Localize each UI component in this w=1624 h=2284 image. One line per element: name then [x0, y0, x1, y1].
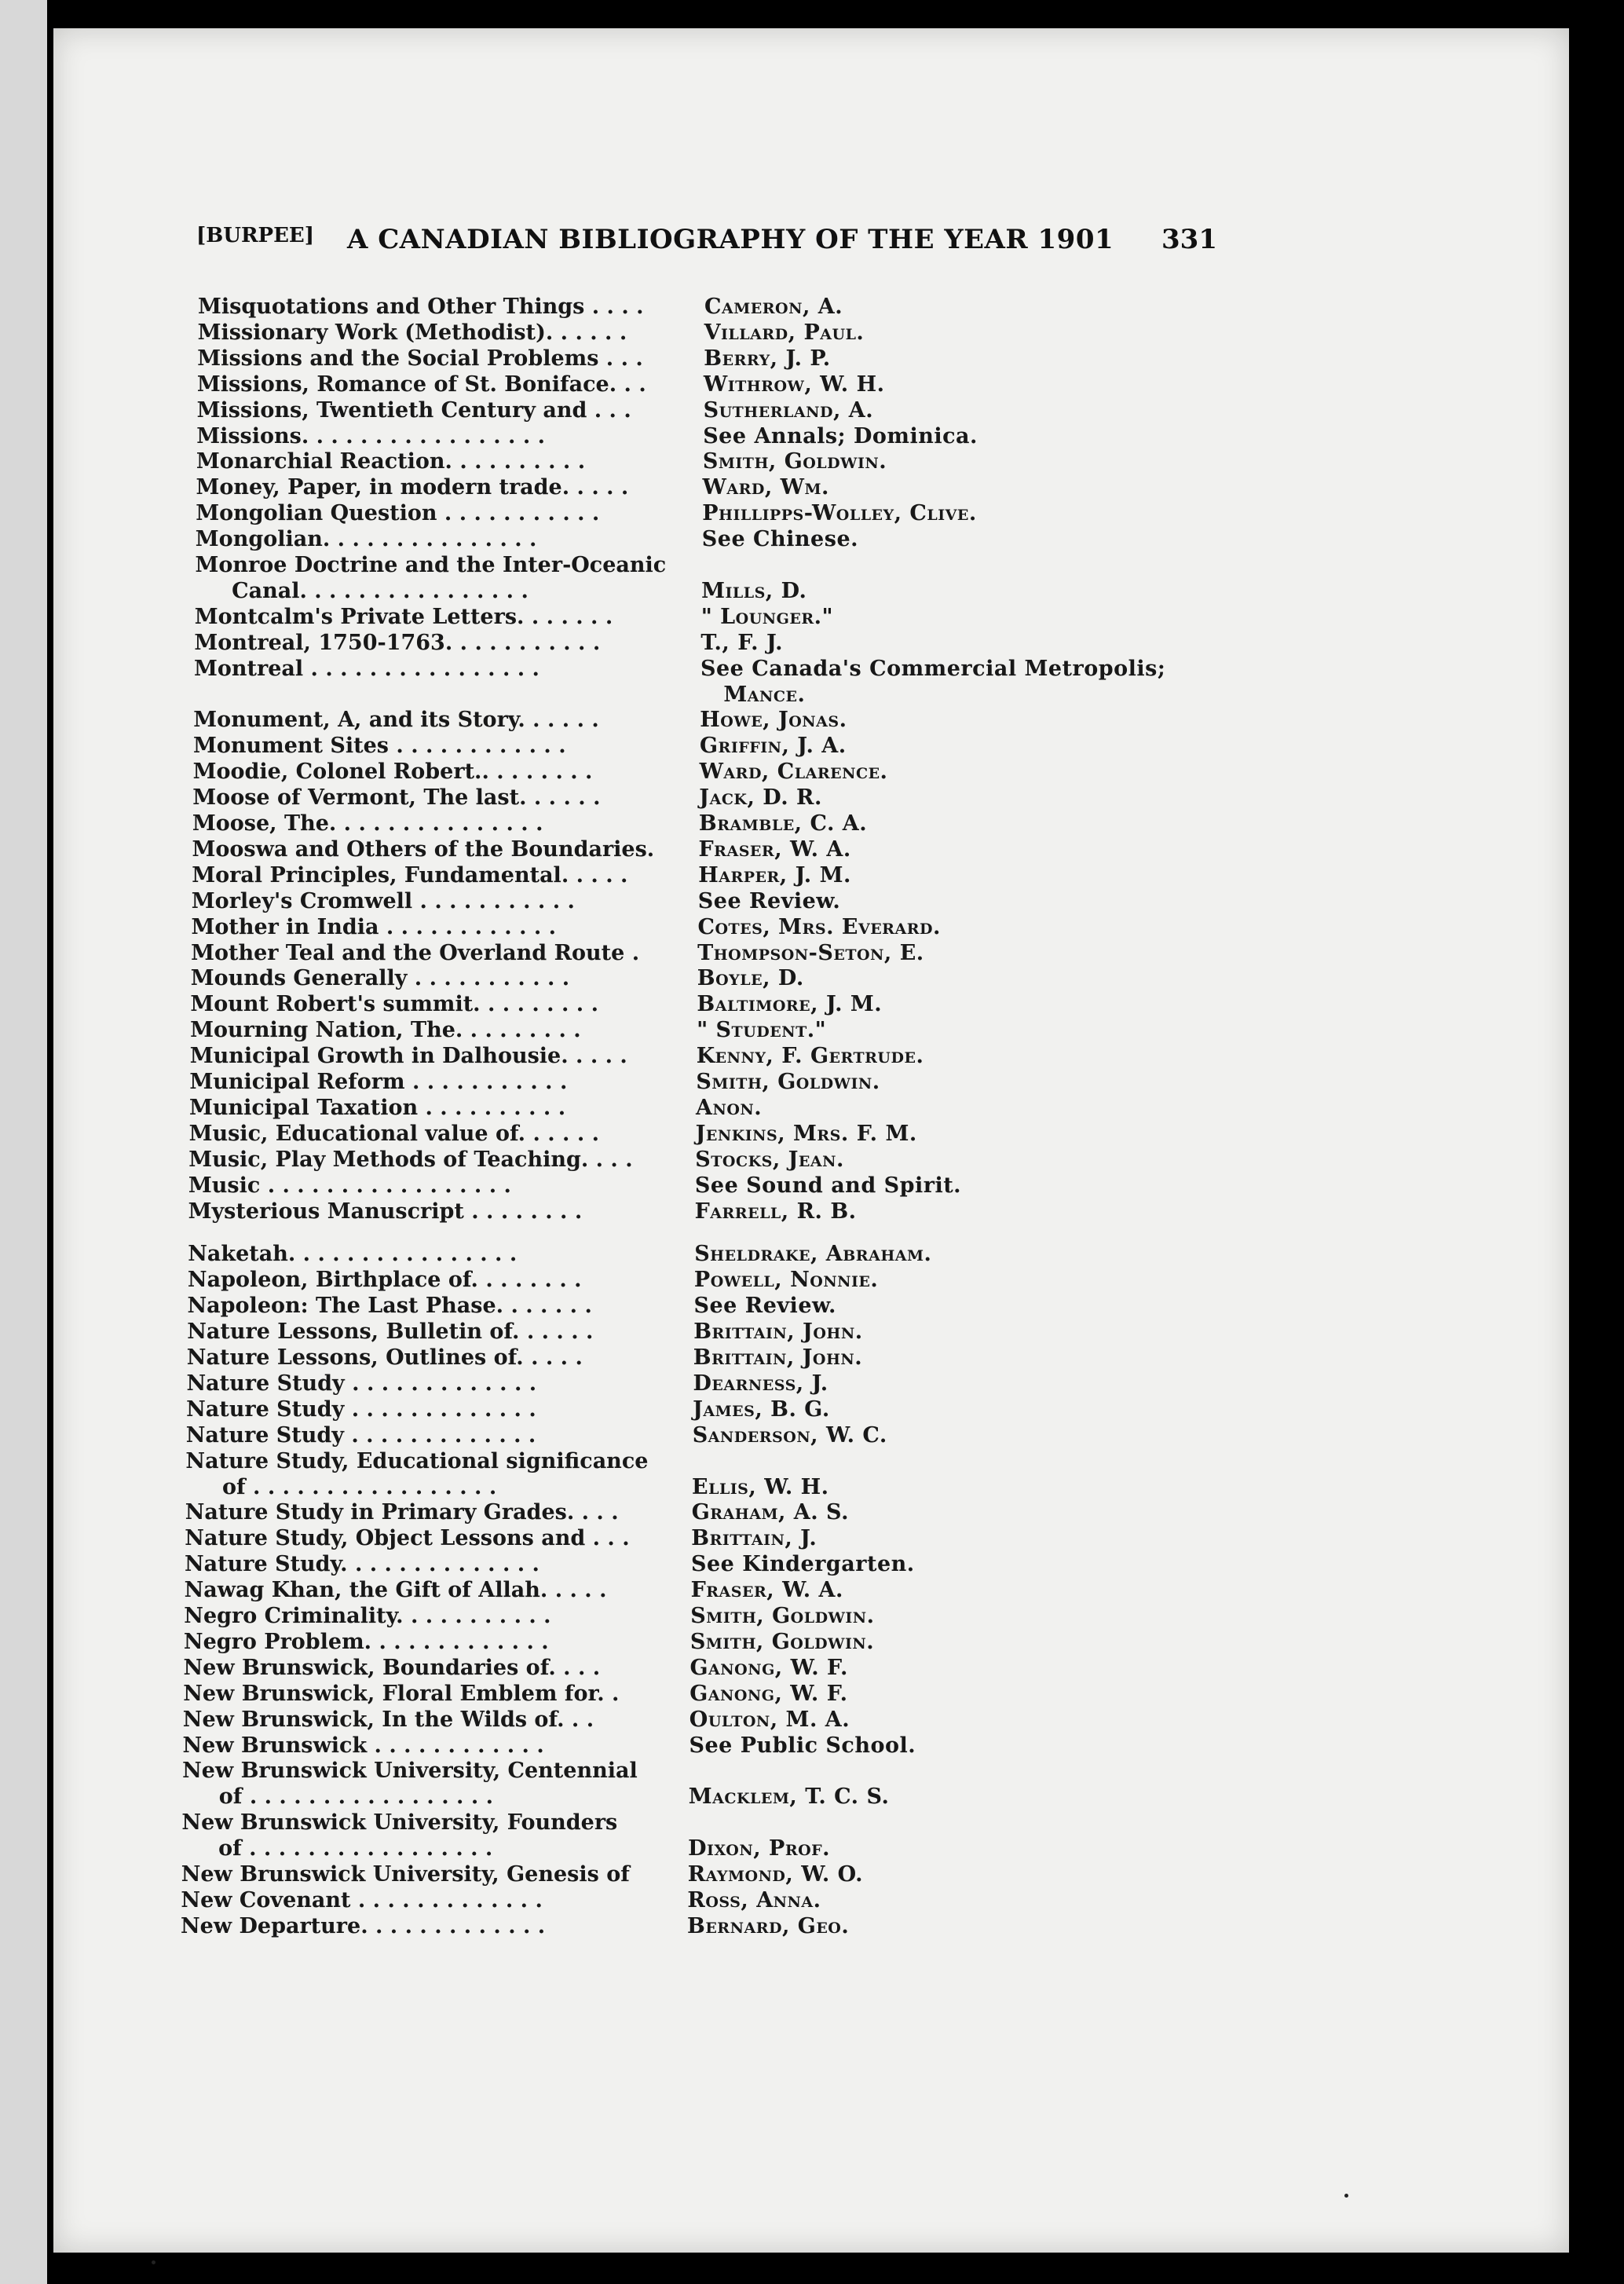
entry-subject: of . . . . . . . . . . . . . . . . . [181, 1784, 494, 1810]
entry-subject: Nawag Khan, the Gift of Allah. . . . . [184, 1578, 607, 1603]
entry-author: Sheldrake, Abraham. [694, 1242, 932, 1267]
entry-author: Withrow, W. H. [703, 372, 885, 397]
entry-author: See Kindergarten. [691, 1552, 915, 1577]
entry-author: Bernard, Geo. [687, 1913, 850, 1938]
entry-author: Thompson-Seton, E. [697, 940, 924, 965]
entry-subject: Municipal Reform . . . . . . . . . . . [189, 1070, 568, 1094]
page-number: 331 [1161, 224, 1217, 255]
entry-author: Cameron, A. [704, 295, 843, 319]
entry-subject: Music, Play Methods of Teaching. . . . [188, 1147, 633, 1172]
entry-subject: Misquotations and Other Things . . . . [198, 295, 644, 319]
entry-author: Farrell, R. B. [694, 1199, 857, 1224]
entry-author: Howe, Jonas. [700, 708, 847, 733]
facing-page-edge [0, 0, 47, 2284]
entry-subject: Nature Study . . . . . . . . . . . . . [186, 1396, 536, 1422]
entry-author: " Student." [697, 1018, 827, 1043]
entry-author: Dearness, J. [693, 1371, 828, 1396]
entry-subject: New Brunswick University, Centennial [182, 1759, 638, 1784]
entry-author: Villard, Paul. [704, 320, 865, 345]
entry-subject: Municipal Taxation . . . . . . . . . . [189, 1095, 566, 1120]
entry-subject: New Brunswick University, Genesis of [181, 1862, 630, 1887]
entry-author: Stocks, Jean. [695, 1147, 844, 1172]
entry-subject: New Brunswick University, Founders [181, 1810, 618, 1836]
entry-subject: Montreal . . . . . . . . . . . . . . . . [194, 656, 540, 681]
entry-subject: Naketah. . . . . . . . . . . . . . . . [188, 1242, 518, 1267]
entry-author: See Review. [693, 1294, 836, 1319]
entry-author: James, B. G. [693, 1396, 830, 1422]
entry-subject: Monarchial Reaction. . . . . . . . . . [196, 449, 586, 474]
entry-author: See Review. [697, 888, 841, 913]
entry-subject: Monument Sites . . . . . . . . . . . . [193, 734, 566, 759]
entry-subject: New Departure. . . . . . . . . . . . . [181, 1913, 546, 1938]
entry-subject: of . . . . . . . . . . . . . . . . . [181, 1836, 493, 1861]
entry-subject: Missions, Romance of St. Boniface. . . [196, 372, 646, 397]
entry-subject: Missions, Twentieth Century and . . . [196, 397, 631, 423]
entry-author: Ellis, W. H. [692, 1474, 829, 1499]
entry-author: Smith, Goldwin. [702, 449, 887, 474]
entry-subject: Montcalm's Private Letters. . . . . . . [194, 604, 613, 629]
entry-subject: Nature Study. . . . . . . . . . . . . . [185, 1552, 540, 1577]
entry-subject: Municipal Growth in Dalhousie. . . . . [189, 1044, 627, 1069]
entry-subject: Morley's Cromwell . . . . . . . . . . . [191, 888, 575, 913]
entry-author: Ross, Anna. [687, 1887, 821, 1912]
entry-author: Jack, D. R. [699, 785, 822, 811]
entry-author: See Sound and Spirit. [694, 1173, 962, 1198]
entry-subject: Canal. . . . . . . . . . . . . . . . [195, 578, 529, 603]
entry-subject: Moose of Vermont, The last. . . . . . [192, 785, 601, 811]
entry-author: Bramble, C. A. [698, 811, 868, 836]
entry-author: Kenny, F. Gertrude. [696, 1044, 924, 1069]
entry-author: Graham, A. S. [691, 1500, 849, 1525]
entry-author: Dixon, Prof. [688, 1836, 831, 1861]
entry-author: Ward, Clarence. [699, 760, 888, 785]
entry-author: " Lounger." [700, 604, 834, 629]
entry-subject: Mother in India . . . . . . . . . . . . [191, 914, 557, 939]
entry-subject: New Brunswick, Boundaries of. . . . [183, 1655, 601, 1680]
dust-speck [152, 2260, 155, 2264]
entry-subject: Negro Criminality. . . . . . . . . . . [184, 1604, 551, 1628]
entry-subject: Napoleon, Birthplace of. . . . . . . . [187, 1268, 582, 1293]
entry-author: See Annals; Dominica. [703, 423, 978, 448]
entry-subject: Nature Study . . . . . . . . . . . . . [185, 1422, 536, 1448]
entry-author: Anon. [696, 1095, 763, 1120]
entry-author: Fraser, W. A. [690, 1578, 843, 1603]
entry-subject: Mysterious Manuscript . . . . . . . . [188, 1199, 583, 1224]
entry-author: See Canada's Commercial Metropolis; [700, 656, 1166, 681]
entry-subject: Nature Study . . . . . . . . . . . . . [186, 1371, 537, 1396]
entry-subject: Nature Lessons, Outlines of. . . . . [186, 1345, 583, 1370]
entry-author: Fraser, W. A. [698, 836, 851, 862]
entry-subject: Moose, The. . . . . . . . . . . . . . . [192, 811, 543, 836]
entry-subject: Mongolian Question . . . . . . . . . . . [196, 501, 600, 526]
entry-subject: Nature Study, Object Lessons and . . . [185, 1526, 630, 1551]
entry-subject: Mount Robert's summit. . . . . . . . . [190, 992, 598, 1017]
entry-author: Sanderson, W. C. [692, 1422, 887, 1448]
entry-author: Brittain, John. [693, 1320, 863, 1345]
entry-author: Macklem, T. C. S. [688, 1784, 890, 1810]
entry-subject: Missions. . . . . . . . . . . . . . . . . [196, 423, 546, 448]
entry-author: Sutherland, A. [703, 397, 874, 423]
entry-author: Ganong, W. F. [689, 1655, 848, 1680]
entry-author: T., F. J. [700, 630, 784, 655]
entry-subject: Nature Study in Primary Grades. . . . [185, 1500, 619, 1525]
entry-subject: Missions and the Social Problems . . . [197, 346, 643, 371]
entry-subject: of . . . . . . . . . . . . . . . . . [185, 1474, 497, 1499]
entry-subject: Mongolian. . . . . . . . . . . . . . . [195, 527, 537, 552]
entry-subject: Money, Paper, in modern trade. . . . . [196, 475, 629, 500]
entry-author: Phillipps-Wolley, Clive. [702, 501, 977, 526]
entry-subject: Monroe Doctrine and the Inter-Oceanic [195, 553, 667, 577]
entry-author: Brittain, John. [693, 1345, 863, 1370]
entry-author: See Public School. [689, 1733, 916, 1758]
entry-author: Boyle, D. [697, 966, 804, 991]
entry-author: Brittain, J. [691, 1526, 817, 1551]
entry-author: Cotes, Mrs. Everard. [697, 914, 941, 939]
entry-subject: Montreal, 1750-1763. . . . . . . . . . . [194, 630, 601, 655]
entry-subject: Music, Educational value of. . . . . . [188, 1121, 600, 1146]
entry-subject: New Brunswick . . . . . . . . . . . . [182, 1733, 544, 1758]
entry-subject: New Brunswick, Floral Emblem for. . [183, 1681, 620, 1706]
entry-author: See Chinese. [701, 527, 859, 552]
entry-subject: Moodie, Colonel Robert.. . . . . . . . [192, 760, 593, 785]
entry-subject: Mother Teal and the Overland Route . [191, 940, 640, 965]
entry-author: Ganong, W. F. [689, 1681, 848, 1706]
entry-subject: Nature Study, Educational significance [185, 1448, 649, 1473]
entry-author: Smith, Goldwin. [696, 1070, 880, 1094]
entry-author: Mance. [700, 682, 806, 707]
dust-speck [1344, 2194, 1348, 2198]
entry-author: Griffin, J. A. [700, 734, 847, 759]
entry-author: Oulton, M. A. [689, 1707, 850, 1732]
entry-subject: Nature Lessons, Bulletin of. . . . . . [187, 1320, 594, 1345]
entry-author: Ward, Wm. [702, 475, 829, 500]
entry-subject: Mooswa and Others of the Boundaries. [192, 836, 655, 862]
entry-subject: Negro Problem. . . . . . . . . . . . . [183, 1629, 549, 1654]
entry-author: Raymond, W. O. [687, 1862, 863, 1887]
entry-subject: New Brunswick, In the Wilds of. . . [182, 1707, 594, 1732]
entry-author: Powell, Nonnie. [693, 1268, 879, 1293]
entry-author: Berry, J. P. [704, 346, 831, 371]
entry-author: Mills, D. [701, 578, 807, 603]
entry-subject: Missionary Work (Methodist). . . . . . [197, 320, 627, 345]
entry-subject: Monument, A, and its Story. . . . . . [193, 708, 599, 733]
page-title: A CANADIAN BIBLIOGRAPHY OF THE YEAR 1901 [347, 224, 1114, 255]
entry-subject: Mourning Nation, The. . . . . . . . . [190, 1018, 581, 1043]
entry-subject: Mounds Generally . . . . . . . . . . . [190, 966, 570, 991]
entry-author: Baltimore, J. M. [697, 992, 883, 1017]
entry-author: Harper, J. M. [698, 862, 851, 888]
author-tag: [BURPEE] [196, 224, 315, 247]
entry-author: Smith, Goldwin. [690, 1604, 875, 1628]
entry-subject: New Covenant . . . . . . . . . . . . . [181, 1887, 543, 1912]
entry-subject: Napoleon: The Last Phase. . . . . . . [187, 1294, 592, 1319]
entry-author: Jenkins, Mrs. F. M. [695, 1121, 917, 1146]
entry-subject: Music . . . . . . . . . . . . . . . . . [188, 1173, 511, 1198]
entry-subject: Moral Principles, Fundamental. . . . . [192, 862, 628, 888]
entry-author: Smith, Goldwin. [689, 1629, 875, 1654]
